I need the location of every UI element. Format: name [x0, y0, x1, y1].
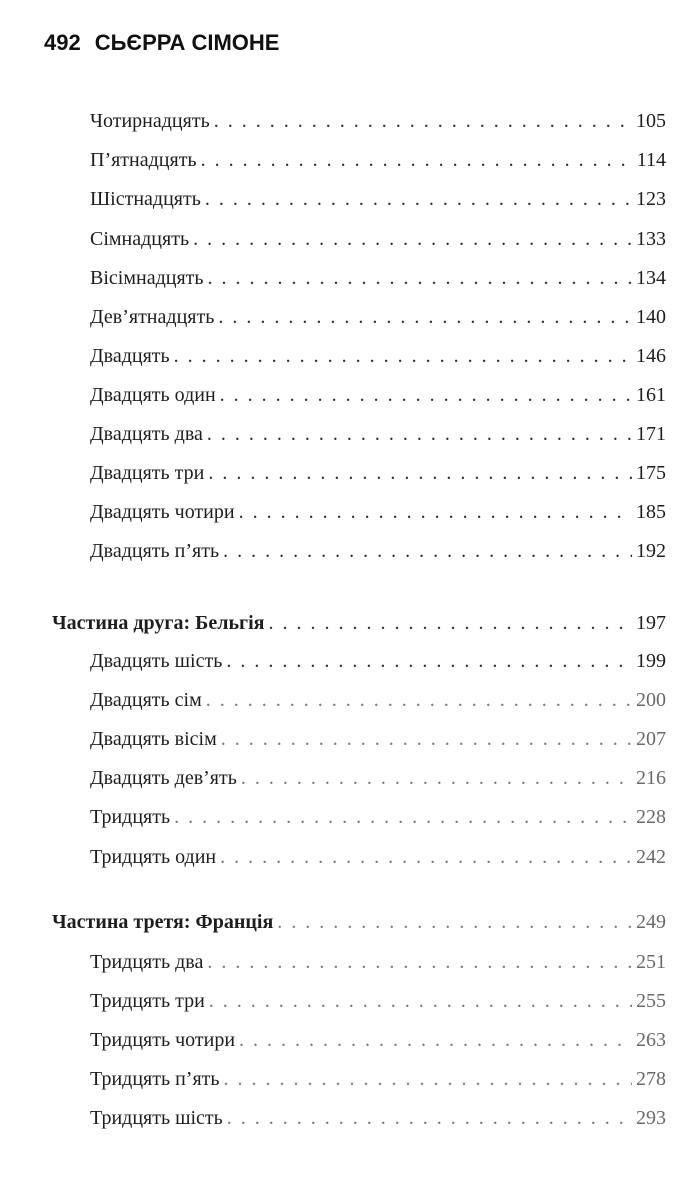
toc-entry-title: Дев’ятнадцять	[90, 306, 215, 328]
toc-entry	[90, 184, 666, 214]
toc-dot-leader	[209, 986, 632, 1016]
toc-dot-leader	[174, 802, 632, 832]
toc-entry-title: Тридцять	[90, 806, 171, 828]
toc-dot-leader	[223, 536, 632, 566]
toc-dot-leader	[220, 380, 632, 410]
toc-entry-page: 255	[636, 990, 666, 1012]
toc-entry	[90, 302, 666, 332]
toc-entry-page: 242	[636, 846, 666, 868]
toc-entry-title: Вісімнадцять	[90, 267, 204, 289]
toc-entry-page: 192	[636, 540, 666, 562]
toc-dot-leader	[277, 907, 632, 937]
toc-entry	[90, 986, 666, 1016]
toc-entry-title: Двадцять вісім	[90, 728, 217, 750]
toc-dot-leader	[201, 145, 633, 175]
toc-dot-leader	[218, 302, 632, 332]
toc-entry-page: 251	[636, 951, 666, 973]
toc-entry-page: 200	[636, 689, 666, 711]
toc-part-heading	[52, 608, 666, 638]
toc-entry-title: Тридцять два	[90, 951, 204, 973]
toc-entry	[90, 497, 666, 527]
toc-dot-leader	[207, 947, 632, 977]
toc-entry	[90, 106, 666, 136]
toc-dot-leader	[208, 458, 632, 488]
toc-entry	[90, 842, 666, 872]
toc-entry-page: 216	[636, 767, 666, 789]
toc-entry	[90, 724, 666, 754]
toc-entry-page: 199	[636, 650, 666, 672]
toc-entry-title: Двадцять	[90, 345, 170, 367]
toc-entry-page: 114	[636, 149, 666, 171]
toc-entry	[90, 763, 666, 793]
toc-dot-leader	[221, 724, 632, 754]
toc-entry	[90, 536, 666, 566]
toc-entry-title: Двадцять три	[90, 462, 205, 484]
toc-entry	[90, 1064, 666, 1094]
toc-entry-page: 249	[636, 911, 666, 933]
toc-entry-title: Двадцять один	[90, 384, 216, 406]
toc-entry-title: Двадцять сім	[90, 689, 202, 711]
toc-entry-title: Тридцять шість	[90, 1107, 223, 1129]
toc-entry	[90, 685, 666, 715]
toc-entry	[90, 802, 666, 832]
toc-entry	[90, 419, 666, 449]
toc-dot-leader	[207, 419, 632, 449]
toc-dot-leader	[193, 224, 632, 254]
toc-entry	[90, 1103, 666, 1133]
toc-entry-page: 105	[636, 110, 666, 132]
toc-entry-title: Двадцять чотири	[90, 501, 235, 523]
toc-entry-page: 161	[636, 384, 666, 406]
toc-dot-leader	[224, 1064, 632, 1094]
toc-entry-title: Тридцять чотири	[90, 1029, 236, 1051]
header-author: СЬЄРРА СІМОНЕ	[94, 30, 280, 55]
toc-dot-leader	[214, 106, 632, 136]
toc-entry-page: 140	[636, 306, 666, 328]
toc-entry	[90, 263, 666, 293]
toc-entry-title: Чотирнадцять	[90, 110, 210, 132]
running-header	[44, 30, 279, 56]
toc-entry-title: П’ятнадцять	[90, 149, 197, 171]
toc-dot-leader	[208, 263, 632, 293]
toc-dot-leader	[206, 685, 632, 715]
toc-dot-leader	[220, 842, 632, 872]
toc-entry-title: Шістнадцять	[90, 188, 201, 210]
toc-entry-title: Тридцять п’ять	[90, 1068, 220, 1090]
toc-entry	[90, 646, 666, 676]
toc-entry-page: 146	[636, 345, 666, 367]
toc-entry-page: 228	[636, 806, 666, 828]
toc-dot-leader	[227, 1103, 632, 1133]
toc-entry-page: 197	[636, 612, 666, 634]
toc-entry-title: Двадцять п’ять	[90, 540, 220, 562]
toc-part-title: Частина друга: Бельгія	[52, 612, 265, 634]
toc-entry	[90, 458, 666, 488]
toc-entry-page: 171	[636, 423, 666, 445]
toc-dot-leader	[241, 763, 632, 793]
toc-entry-page: 185	[636, 501, 666, 523]
toc-entry	[90, 947, 666, 977]
toc-entry-title: Тридцять три	[90, 990, 205, 1012]
toc-entry-page: 175	[636, 462, 666, 484]
toc-part-heading	[52, 907, 666, 937]
toc-dot-leader	[226, 646, 632, 676]
toc-entry-page: 123	[636, 188, 666, 210]
toc-part-title: Частина третя: Франція	[52, 911, 274, 933]
header-page-number: 492	[44, 30, 81, 55]
toc-dot-leader	[239, 1025, 632, 1055]
toc-entry	[90, 341, 666, 371]
toc-entry-page: 207	[636, 728, 666, 750]
toc-dot-leader	[205, 184, 632, 214]
toc-entry-title: Тридцять один	[90, 846, 217, 868]
toc-entry	[90, 1025, 666, 1055]
toc-entry	[90, 224, 666, 254]
toc-dot-leader	[239, 497, 632, 527]
toc-dot-leader	[174, 341, 632, 371]
toc-entry	[90, 145, 666, 175]
toc-entry-title: Двадцять шість	[90, 650, 223, 672]
toc-entry-page: 263	[636, 1029, 666, 1051]
toc-dot-leader	[269, 608, 633, 638]
toc-entry-page: 133	[636, 228, 666, 250]
toc-entry-page: 278	[636, 1068, 666, 1090]
toc-entry-title: Двадцять дев’ять	[90, 767, 237, 789]
toc-entry-page: 293	[636, 1107, 666, 1129]
toc-entry-title: Двадцять два	[90, 423, 203, 445]
toc-entry-title: Сімнадцять	[90, 228, 190, 250]
toc-entry-page: 134	[636, 267, 666, 289]
toc-entry	[90, 380, 666, 410]
